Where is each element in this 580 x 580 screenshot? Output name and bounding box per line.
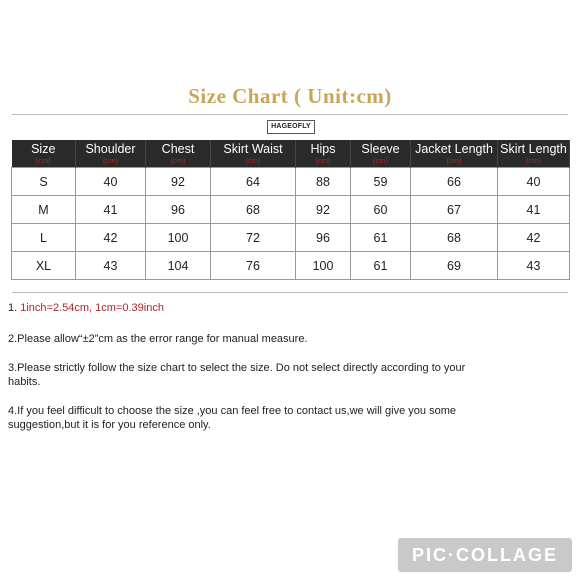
table-cell: 100	[146, 224, 211, 252]
table-cell: M	[12, 196, 76, 224]
table-cell: 104	[146, 252, 211, 280]
table-cell: 76	[211, 252, 296, 280]
table-cell: 66	[411, 168, 498, 196]
table-cell: 40	[76, 168, 146, 196]
table-row	[12, 168, 570, 196]
table-row	[12, 224, 570, 252]
table-cell: 96	[146, 196, 211, 224]
table-cell: 69	[411, 252, 498, 280]
table-cell: L	[12, 224, 76, 252]
header-jacket-length: Jacket Length (cm)	[411, 140, 498, 168]
table-cell: 64	[211, 168, 296, 196]
table-row	[12, 252, 570, 280]
table-cell: 61	[351, 224, 411, 252]
table-cell: 92	[296, 196, 351, 224]
table-cell: S	[12, 168, 76, 196]
note-2: 2.Please allow“±2”cm as the error range for manual measure.	[8, 333, 308, 345]
table-cell: 88	[296, 168, 351, 196]
note-4: 4.If you feel difficult to choose the size ,you can feel free to contact us,we will give you some suggestion,but it is for you reference only.	[8, 405, 456, 431]
table-cell: 42	[76, 224, 146, 252]
table-cell: 40	[498, 168, 570, 196]
header-sleeve: Sleeve (cm)	[351, 140, 411, 168]
note-1: 1. 1inch=2.54cm, 1cm=0.39inch	[8, 302, 164, 314]
table-cell: 41	[498, 196, 570, 224]
page-title: Size Chart ( Unit:cm)	[188, 84, 392, 108]
header-skirt-waist: Skirt Waist (cm)	[211, 140, 296, 168]
note-3: 3.Please strictly follow the size chart to select the size. Do not select directly according to your habits.	[8, 362, 466, 388]
table-cell: 42	[498, 224, 570, 252]
header-shoulder: Shoulder (cm)	[76, 140, 146, 168]
table-header-row	[12, 140, 570, 168]
table-cell: 43	[498, 252, 570, 280]
table-cell: 59	[351, 168, 411, 196]
table-cell: 72	[211, 224, 296, 252]
header-chest: Chest (cm)	[146, 140, 211, 168]
table-cell: 41	[76, 196, 146, 224]
table-cell: 67	[411, 196, 498, 224]
header-skirt-length: Skirt Length (cm)	[498, 140, 570, 168]
header-size: Size (cm)	[12, 140, 76, 168]
table-cell: 92	[146, 168, 211, 196]
table-cell: XL	[12, 252, 76, 280]
table-row	[12, 196, 570, 224]
brand-tag: HAGEOFLY	[267, 120, 315, 134]
header-hips: Hips (cm)	[296, 140, 351, 168]
table-cell: 96	[296, 224, 351, 252]
size-table	[11, 140, 570, 280]
table-cell: 60	[351, 196, 411, 224]
table-cell: 68	[411, 224, 498, 252]
table-cell: 61	[351, 252, 411, 280]
table-cell: 100	[296, 252, 351, 280]
table-cell: 43	[76, 252, 146, 280]
bottom-divider	[12, 292, 568, 293]
table-cell: 68	[211, 196, 296, 224]
pic-collage-watermark: PIC·COLLAGE	[398, 538, 572, 572]
note-1-conversion: 1inch=2.54cm, 1cm=0.39inch	[20, 302, 164, 314]
top-divider	[12, 114, 568, 115]
